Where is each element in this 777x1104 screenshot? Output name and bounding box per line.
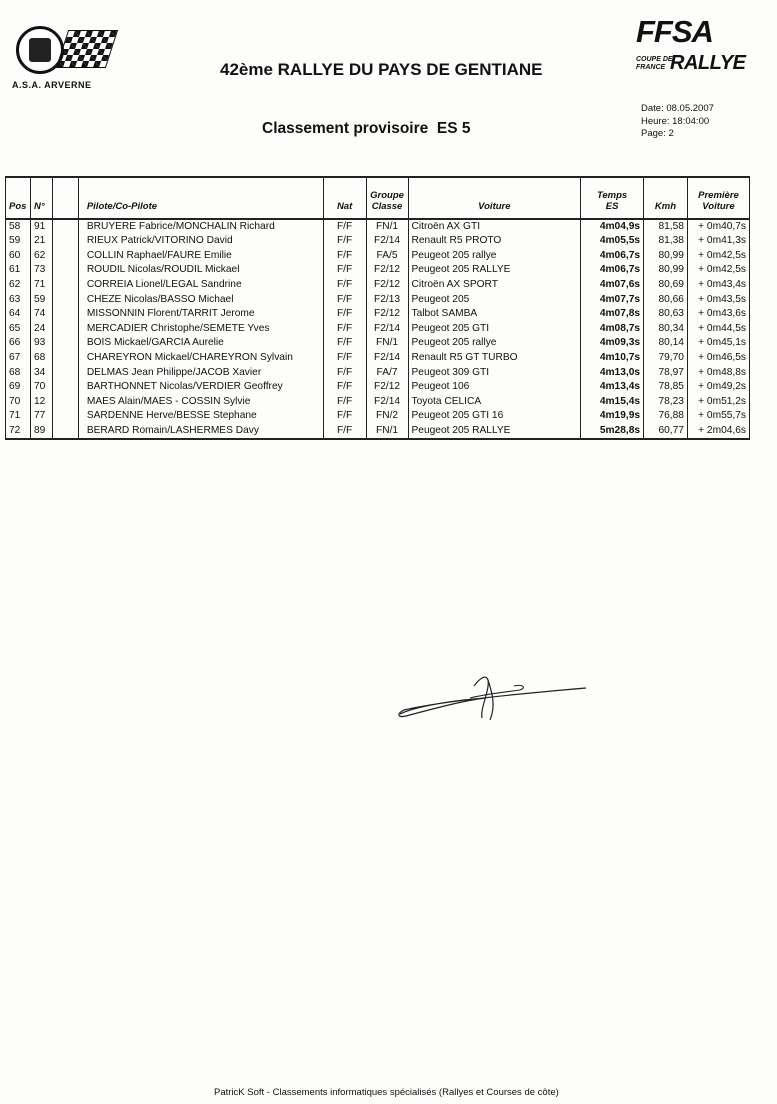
cell-nat: F/F <box>323 336 366 351</box>
cell-gap: + 0m43,5s <box>687 292 749 307</box>
cell-kmh: 76,88 <box>644 409 688 424</box>
col-header-time <box>581 177 644 219</box>
cell-kmh: 80,69 <box>644 278 688 293</box>
ranking-subtitle: Classement provisoire ES 5 <box>262 120 471 137</box>
cell-group-class: FA/7 <box>366 365 408 380</box>
table-row <box>6 395 750 410</box>
cell-blank <box>52 424 78 439</box>
cell-car: Peugeot 205 RALLYE <box>408 424 581 439</box>
cell-gap: + 2m04,6s <box>687 424 749 439</box>
cell-pilot: BOIS Mickael/GARCIA Aurelie <box>78 336 323 351</box>
cell-gap: + 0m44,5s <box>687 322 749 337</box>
cell-gap: + 0m55,7s <box>687 409 749 424</box>
table-row <box>6 219 750 234</box>
cell-blank <box>52 292 78 307</box>
cell-nat: F/F <box>323 263 366 278</box>
cell-nat: F/F <box>323 365 366 380</box>
table-row <box>6 249 750 264</box>
cell-car: Renault R5 GT TURBO <box>408 351 581 366</box>
col-header-number: N° <box>30 177 52 219</box>
cell-nat: F/F <box>323 307 366 322</box>
cell-time: 4m19,9s <box>581 409 644 424</box>
cell-number: 24 <box>30 322 52 337</box>
cell-blank <box>52 380 78 395</box>
cell-car: Peugeot 205 <box>408 292 581 307</box>
cell-group-class: F2/12 <box>366 263 408 278</box>
cell-group-class: F2/13 <box>366 292 408 307</box>
col-header-temps: Temps <box>596 190 628 201</box>
cell-nat: F/F <box>323 234 366 249</box>
cell-group-class: F2/14 <box>366 395 408 410</box>
cell-pilot: SARDENNE Herve/BESSE Stephane <box>78 409 323 424</box>
cell-group-class: F2/14 <box>366 234 408 249</box>
cell-pilot: MISSONNIN Florent/TARRIT Jerome <box>78 307 323 322</box>
cell-pos: 70 <box>6 395 31 410</box>
cell-pos: 69 <box>6 380 31 395</box>
cell-time: 4m07,6s <box>581 278 644 293</box>
coupe-de-france-text: COUPE DE FRANCE <box>636 56 673 71</box>
cell-kmh: 60,77 <box>644 424 688 439</box>
cell-time: 5m28,8s <box>581 424 644 439</box>
table-row <box>6 234 750 249</box>
col-header-voiture: Voiture <box>702 201 735 212</box>
cell-pos: 59 <box>6 234 31 249</box>
ffsa-logo-text: FFSA <box>636 14 713 49</box>
cell-group-class: F2/14 <box>366 322 408 337</box>
asa-arverne-logo <box>12 24 112 94</box>
signature-icon <box>396 672 590 726</box>
cell-nat: F/F <box>323 219 366 234</box>
cell-time: 4m04,9s <box>581 219 644 234</box>
cell-number: 70 <box>30 380 52 395</box>
cell-group-class: F2/12 <box>366 307 408 322</box>
table-row <box>6 351 750 366</box>
cell-blank <box>52 322 78 337</box>
cell-kmh: 81,38 <box>644 234 688 249</box>
cell-gap: + 0m46,5s <box>687 351 749 366</box>
table-row <box>6 307 750 322</box>
cell-car: Peugeot 205 RALLYE <box>408 263 581 278</box>
cell-gap: + 0m51,2s <box>687 395 749 410</box>
table-row <box>6 424 750 439</box>
col-header-group-class <box>366 177 408 219</box>
rallye-logo-text: RALLYE <box>670 52 746 74</box>
cell-car: Peugeot 106 <box>408 380 581 395</box>
time-label: Heure: 18:04:00 <box>641 115 710 127</box>
cell-kmh: 79,70 <box>644 351 688 366</box>
col-header-class: Classe <box>371 201 403 212</box>
cell-group-class: FN/1 <box>366 424 408 439</box>
col-header-nat: Nat <box>323 177 366 219</box>
cell-pilot: BARTHONNET Nicolas/VERDIER Geoffrey <box>78 380 323 395</box>
cell-nat: F/F <box>323 278 366 293</box>
page-label: Page: 2 <box>641 128 674 139</box>
table-row <box>6 263 750 278</box>
cell-pos: 62 <box>6 278 31 293</box>
cell-time: 4m13,4s <box>581 380 644 395</box>
cell-pos: 64 <box>6 307 31 322</box>
cell-car: Peugeot 205 GTI 16 <box>408 409 581 424</box>
cell-nat: F/F <box>323 409 366 424</box>
cell-pos: 71 <box>6 409 31 424</box>
cell-time: 4m10,7s <box>581 351 644 366</box>
cell-blank <box>52 409 78 424</box>
cell-blank <box>52 219 78 234</box>
cell-pilot: ROUDIL Nicolas/ROUDIL Mickael <box>78 263 323 278</box>
cell-kmh: 80,34 <box>644 322 688 337</box>
cell-pilot: COLLIN Raphael/FAURE Emilie <box>78 249 323 264</box>
table-row <box>6 380 750 395</box>
cell-blank <box>52 365 78 380</box>
cell-car: Peugeot 205 GTI <box>408 322 581 337</box>
cell-number: 12 <box>30 395 52 410</box>
cell-number: 59 <box>30 292 52 307</box>
col-header-car: Voiture <box>408 177 581 219</box>
cell-pos: 65 <box>6 322 31 337</box>
cell-blank <box>52 278 78 293</box>
cell-pos: 68 <box>6 365 31 380</box>
cell-time: 4m08,7s <box>581 322 644 337</box>
cell-nat: F/F <box>323 380 366 395</box>
cell-pilot: CORREIA Lionel/LEGAL Sandrine <box>78 278 323 293</box>
col-header-pos: Pos <box>6 177 31 219</box>
cell-car: Talbot SAMBA <box>408 307 581 322</box>
table-row <box>6 409 750 424</box>
cell-pilot: BERARD Romain/LASHERMES Davy <box>78 424 323 439</box>
cell-pilot: DELMAS Jean Philippe/JACOB Xavier <box>78 365 323 380</box>
table-header-row <box>6 177 750 219</box>
col-header-premiere: Première <box>698 190 739 201</box>
cell-nat: F/F <box>323 322 366 337</box>
cell-number: 71 <box>30 278 52 293</box>
cell-blank <box>52 307 78 322</box>
cell-gap: + 0m45,1s <box>687 336 749 351</box>
col-header-blank <box>52 177 78 219</box>
cell-group-class: FN/2 <box>366 409 408 424</box>
cell-kmh: 80,63 <box>644 307 688 322</box>
cell-pilot: CHEZE Nicolas/BASSO Michael <box>78 292 323 307</box>
cell-blank <box>52 234 78 249</box>
cell-number: 21 <box>30 234 52 249</box>
cell-number: 89 <box>30 424 52 439</box>
cell-kmh: 80,99 <box>644 249 688 264</box>
cell-nat: F/F <box>323 395 366 410</box>
table-row <box>6 336 750 351</box>
event-title: 42ème RALLYE DU PAYS DE GENTIANE <box>220 60 543 79</box>
cell-car: Peugeot 205 rallye <box>408 336 581 351</box>
ffsa-rallye-logo <box>636 14 756 80</box>
date-label: Date: 08.05.2007 <box>641 103 714 114</box>
cell-time: 4m05,5s <box>581 234 644 249</box>
cell-time: 4m09,3s <box>581 336 644 351</box>
cell-gap: + 0m41,3s <box>687 234 749 249</box>
cell-blank <box>52 336 78 351</box>
cell-time: 4m06,7s <box>581 249 644 264</box>
table-row <box>6 365 750 380</box>
cell-pos: 66 <box>6 336 31 351</box>
cell-pilot: CHAREYRON Mickael/CHAREYRON Sylvain <box>78 351 323 366</box>
cell-time: 4m06,7s <box>581 263 644 278</box>
cell-group-class: F2/12 <box>366 380 408 395</box>
cell-kmh: 78,97 <box>644 365 688 380</box>
cell-blank <box>52 351 78 366</box>
cell-number: 74 <box>30 307 52 322</box>
cell-pilot: MERCADIER Christophe/SEMETE Yves <box>78 322 323 337</box>
cell-nat: F/F <box>323 292 366 307</box>
club-caption: A.S.A. ARVERNE <box>12 80 92 90</box>
cell-number: 34 <box>30 365 52 380</box>
cell-car: Renault R5 PROTO <box>408 234 581 249</box>
cell-time: 4m07,7s <box>581 292 644 307</box>
cell-pos: 67 <box>6 351 31 366</box>
col-header-group: Groupe <box>370 190 404 201</box>
cell-number: 68 <box>30 351 52 366</box>
cell-blank <box>52 263 78 278</box>
cell-nat: F/F <box>323 249 366 264</box>
col-header-pilot: Pilote/Co-Pilote <box>78 177 323 219</box>
cell-gap: + 0m40,7s <box>687 219 749 234</box>
cell-blank <box>52 249 78 264</box>
cell-pos: 72 <box>6 424 31 439</box>
table-row <box>6 322 750 337</box>
cell-gap: + 0m49,2s <box>687 380 749 395</box>
col-header-kmh: Kmh <box>644 177 688 219</box>
cell-kmh: 80,99 <box>644 263 688 278</box>
cell-car: Citroën AX SPORT <box>408 278 581 293</box>
cell-number: 62 <box>30 249 52 264</box>
checkered-flag-icon <box>56 30 118 68</box>
cell-group-class: F2/14 <box>366 351 408 366</box>
cell-gap: + 0m43,4s <box>687 278 749 293</box>
cell-pilot: RIEUX Patrick/VITORINO David <box>78 234 323 249</box>
document-meta <box>641 103 714 141</box>
cell-car: Toyota CELICA <box>408 395 581 410</box>
cell-kmh: 78,23 <box>644 395 688 410</box>
cell-pos: 63 <box>6 292 31 307</box>
cell-kmh: 80,14 <box>644 336 688 351</box>
results-table <box>5 176 750 440</box>
cell-blank <box>52 395 78 410</box>
cell-group-class: FN/1 <box>366 336 408 351</box>
col-header-first-car <box>687 177 749 219</box>
cell-pos: 61 <box>6 263 31 278</box>
cell-pos: 60 <box>6 249 31 264</box>
cell-kmh: 78,85 <box>644 380 688 395</box>
cell-gap: + 0m48,8s <box>687 365 749 380</box>
cell-number: 77 <box>30 409 52 424</box>
cell-time: 4m15,4s <box>581 395 644 410</box>
col-header-es: ES <box>605 201 619 212</box>
cell-car: Peugeot 309 GTI <box>408 365 581 380</box>
cell-pilot: BRUYERE Fabrice/MONCHALIN Richard <box>78 219 323 234</box>
cell-car: Citroën AX GTI <box>408 219 581 234</box>
cell-group-class: F2/12 <box>366 278 408 293</box>
cell-number: 93 <box>30 336 52 351</box>
cell-gap: + 0m42,5s <box>687 249 749 264</box>
cell-number: 91 <box>30 219 52 234</box>
cell-time: 4m07,8s <box>581 307 644 322</box>
cell-nat: F/F <box>323 424 366 439</box>
cell-time: 4m13,0s <box>581 365 644 380</box>
cell-group-class: FA/5 <box>366 249 408 264</box>
cell-number: 73 <box>30 263 52 278</box>
cell-car: Peugeot 205 rallye <box>408 249 581 264</box>
cell-group-class: FN/1 <box>366 219 408 234</box>
cell-nat: F/F <box>323 351 366 366</box>
footer-credit: PatricK Soft - Classements informatiques spécialisés (Rallyes et Courses de côte) <box>214 1087 559 1098</box>
cell-kmh: 80,66 <box>644 292 688 307</box>
table-row <box>6 278 750 293</box>
cell-pos: 58 <box>6 219 31 234</box>
cell-pilot: MAES Alain/MAES - COSSIN Sylvie <box>78 395 323 410</box>
cell-kmh: 81,58 <box>644 219 688 234</box>
cell-gap: + 0m42,5s <box>687 263 749 278</box>
table-row <box>6 292 750 307</box>
cell-gap: + 0m43,6s <box>687 307 749 322</box>
